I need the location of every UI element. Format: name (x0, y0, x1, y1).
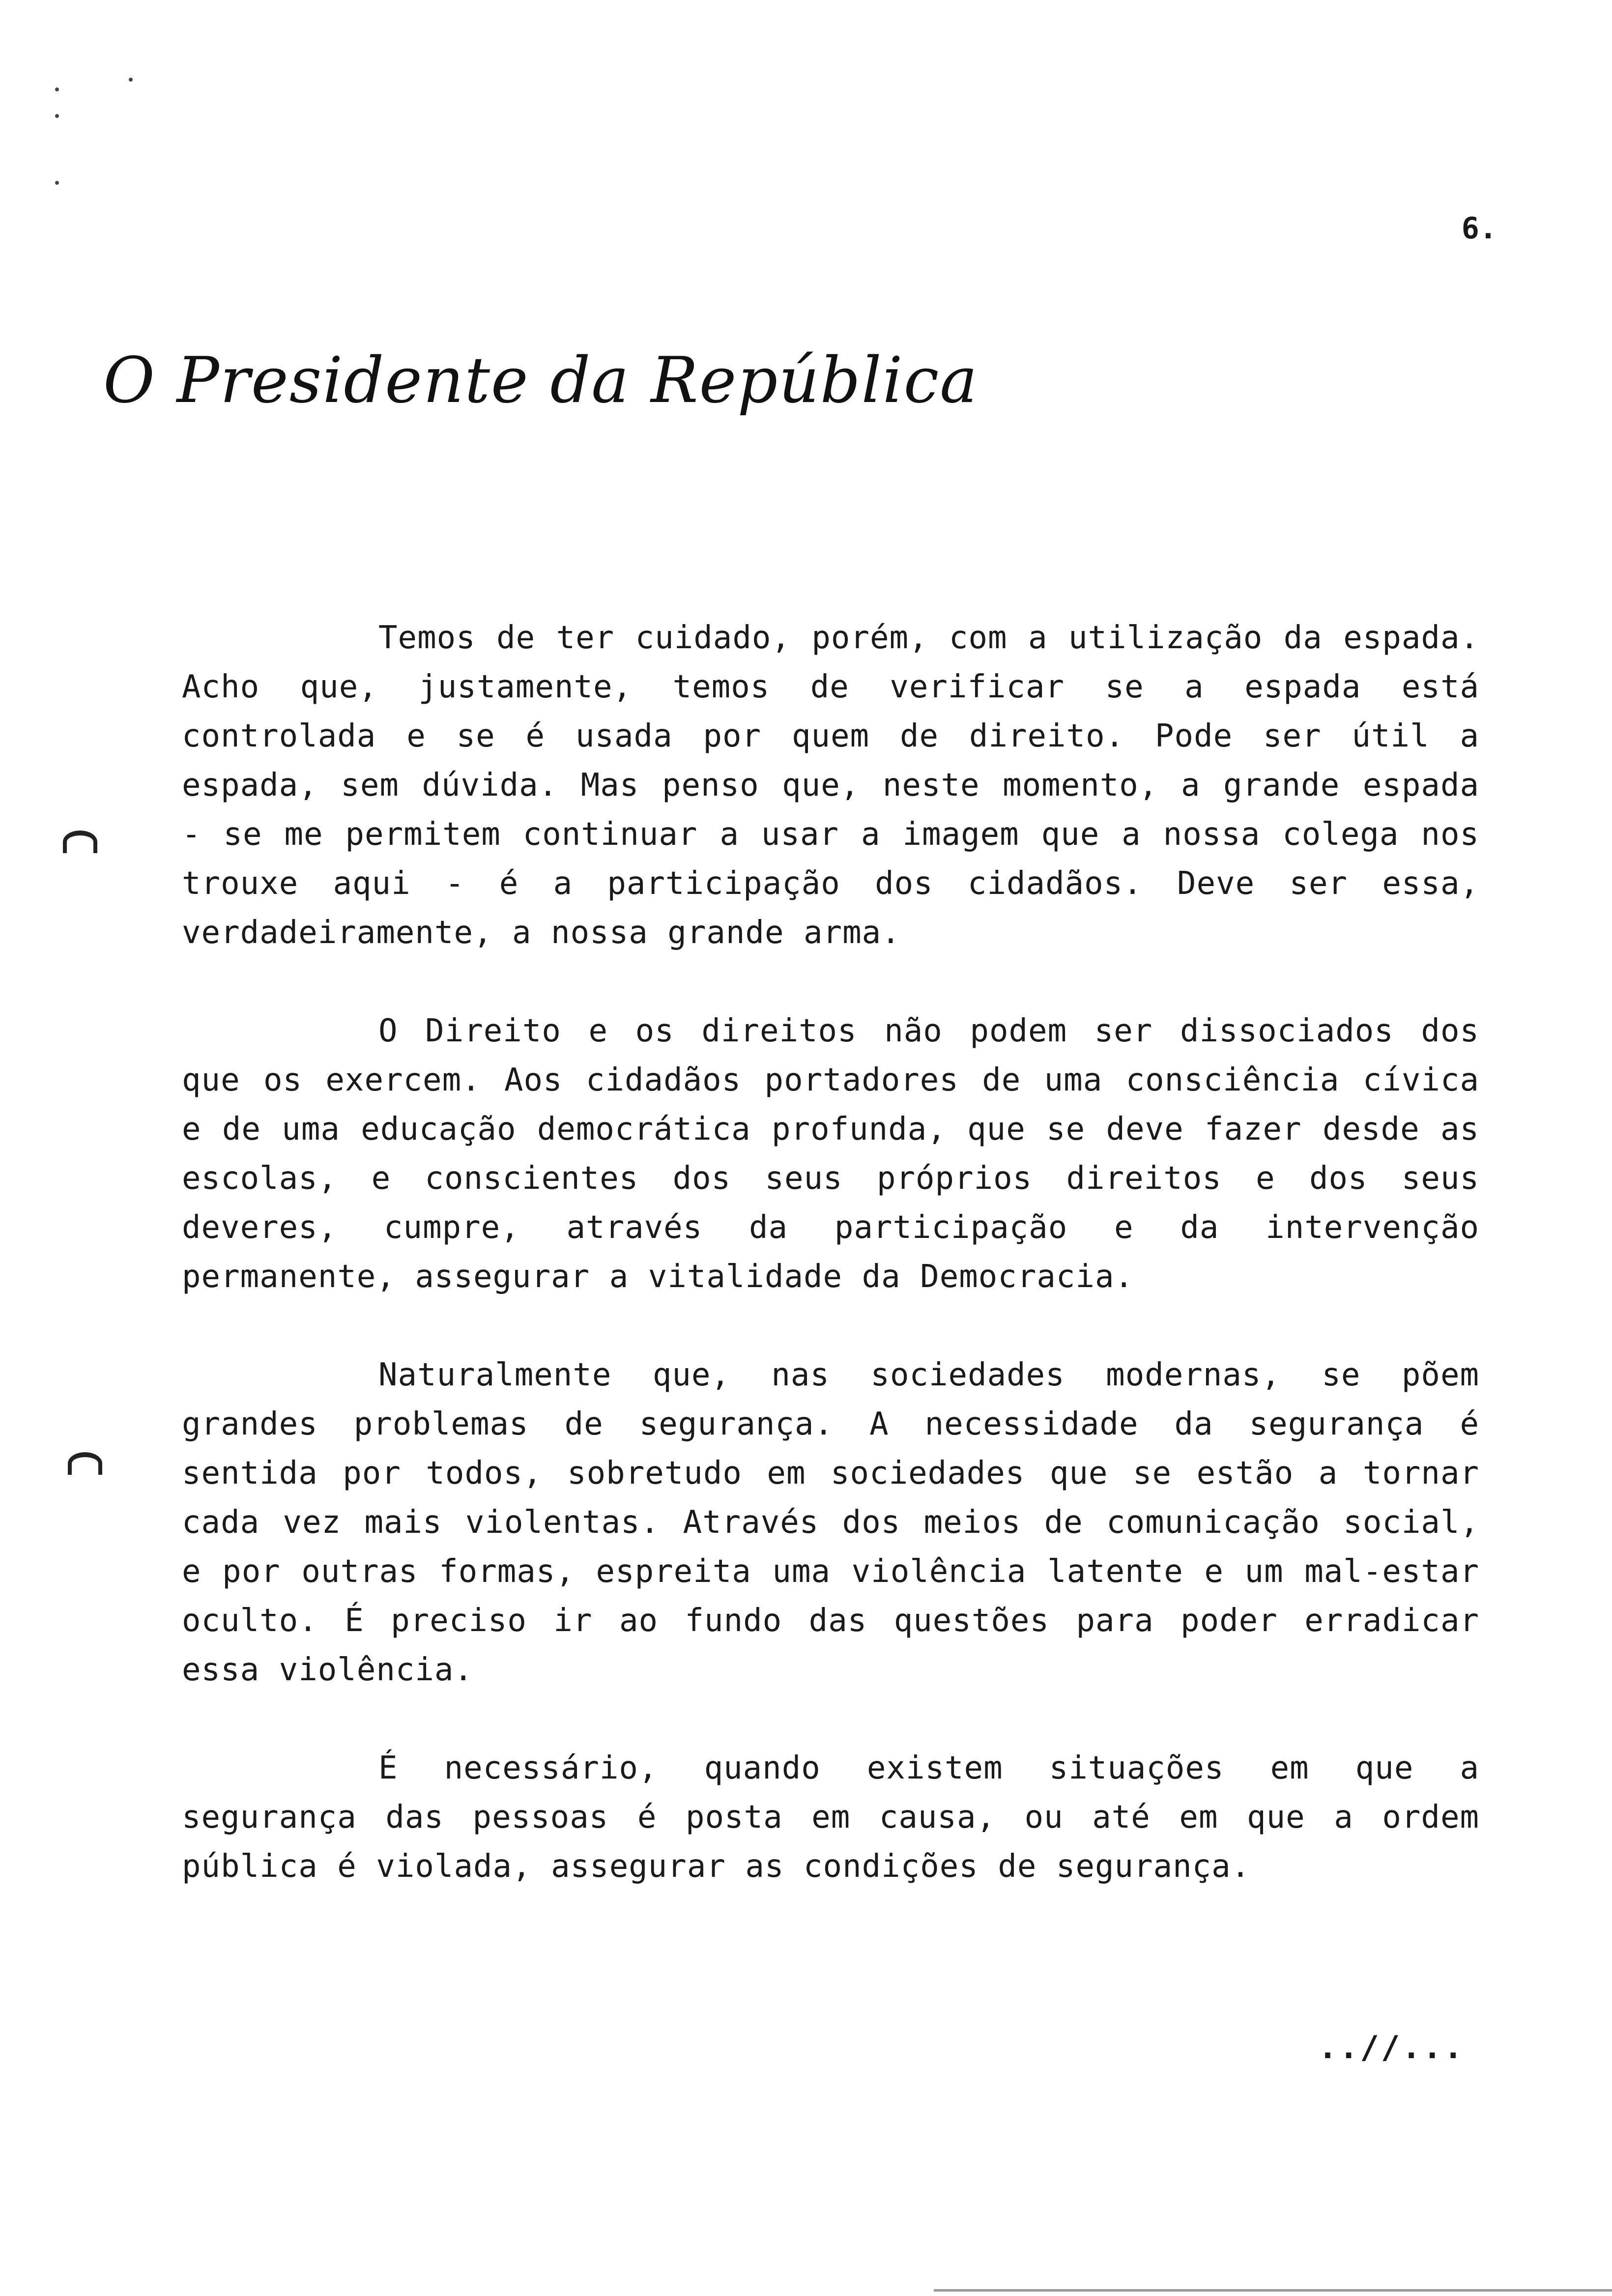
margin-speck (55, 181, 59, 185)
document-body (182, 613, 1479, 1940)
paragraph: O Direito e os direitos não podem ser dissociados dos que os exercem. Aos cidadãos portadores de uma consciência cívica e de uma educação democrática profunda, que se deve fazer desde as escolas, e conscientes dos seus próprios direitos e dos seus deveres, cumpre, através da participação e da intervenção permanente, assegurar a vitalidade da Democracia. (182, 1013, 1479, 1295)
margin-speck (55, 114, 59, 118)
margin-speck (55, 87, 59, 91)
page-number: 6. (1461, 211, 1497, 246)
punch-hole-mark (63, 831, 97, 853)
continuation-mark: ..//... (1318, 2030, 1465, 2066)
paragraph: É necessário, quando existem situações em que a segurança das pessoas é posta em causa, ou até em que a ordem pública é violada, assegurar as condições de segurança. (182, 1750, 1479, 1885)
margin-speck (129, 78, 133, 82)
letterhead-title: O Presidente da República (103, 344, 979, 417)
paragraph: Naturalmente que, nas sociedades modernas, se põem grandes problemas de segurança. A necessidade da segurança é sentida por todos, sobretudo em sociedades que se estão a tornar cada vez mais violentas. Através dos meios de comunicação social, e por outras formas, espreita uma violência latente e um mal-estar oculto. É preciso ir ao fundo das questões para poder erradicar essa violência. (182, 1357, 1479, 1688)
punch-hole-mark (68, 1452, 102, 1475)
page-edge-line (934, 2289, 1612, 2292)
paragraph: Temos de ter cuidado, porém, com a utilização da espada. Acho que, justamente, temos de verificar se a espada está controlada e se é usada por quem de direito. Pode ser útil a espada, sem dúvida. Mas penso que, neste momento, a grande espada - se me permitem continuar a usar a imagem que a nossa colega nos trouxe aqui - é a participação dos cidadãos. Deve ser essa, verdadeiramente, a nossa grande arma. (182, 620, 1479, 951)
